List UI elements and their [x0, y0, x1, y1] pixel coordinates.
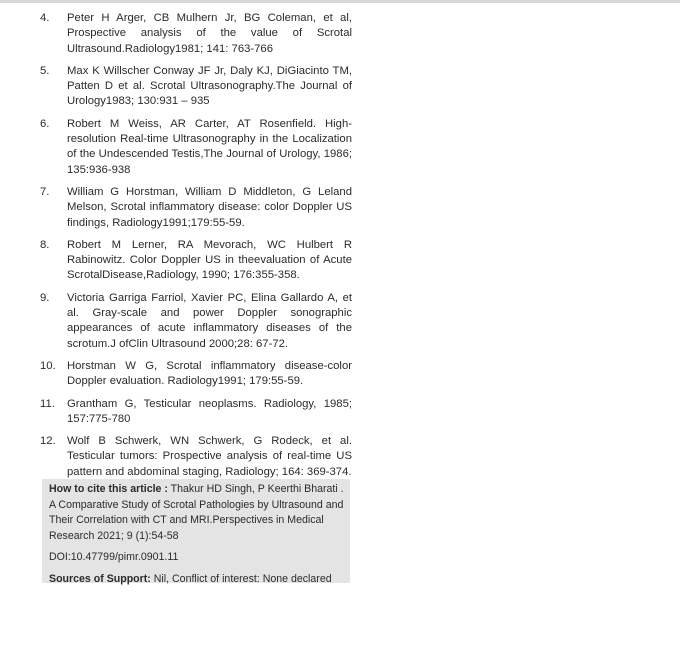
reference-number: 6. — [40, 117, 50, 130]
reference-text: Wolf B Schwerk, WN Schwerk, G Rodeck, et al. Testicular tumors: Prospective analysis of real-time US pattern and abdominal staging, Radiology; 164: 369-374. — [67, 435, 352, 478]
reference-item — [40, 434, 352, 480]
reference-text: Horstman W G, Scrotal inflammatory disease-color Doppler evaluation. Radiology1991; 179:55-59. — [67, 359, 352, 388]
reference-text: Grantham G, Testicular neoplasms. Radiology, 1985; 157:775-780 — [67, 397, 352, 425]
reference-text: Peter H Arger, CB Mulhern Jr, BG Coleman, et al, Prospective analysis of the value of Scrotal Ultrasound.Radiology1981; 141: 763-766 — [67, 12, 352, 55]
reference-text: Max K Willscher Conway JF Jr, Daly KJ, DiGiacinto TM, Patten D et al. Scrotal Ultrasonography.The Journal of Urology1983; 130:931 – 935 — [67, 64, 352, 108]
reference-number: 12. — [40, 435, 56, 448]
doi-line: DOI:10.47799/pimr.0901.11 — [49, 551, 179, 564]
citation-paragraph — [49, 482, 344, 544]
citation-label: How to cite this article : — [49, 483, 168, 495]
support-label: Sources of Support: — [49, 572, 151, 585]
reference-text: Victoria Garriga Farriol, Xavier PC, Elina Gallardo A, et al. Gray-scale and power Doppler sonographic appearances of acute inflammatory diseases of the scrotum.J ofClin Ultrasound 2000;28: 67-72. — [67, 291, 352, 350]
reference-number: 5. — [40, 64, 50, 77]
support-line — [49, 572, 344, 588]
reference-item — [40, 185, 352, 231]
citation-text: Thakur HD Singh, P Keerthi Bharati . A Comparative Study of Scrotal Pathologies by Ultrasound and Their Correlation with CT and MRI.Perspectives in Medical Research 2021; 9 (1):54-58 — [49, 483, 344, 542]
reference-number: 10. — [40, 359, 56, 372]
reference-number: 8. — [40, 238, 50, 251]
top-divider — [0, 0, 680, 3]
reference-text: Robert M Weiss, AR Carter, AT Rosenfield. High-resolution Real-time Ultrasonography in the Localization of the Undescended Testis,The Journal of Urology, 1986; 135:936-938 — [67, 117, 352, 176]
reference-item — [40, 359, 352, 390]
citation-box — [42, 479, 350, 583]
reference-item — [40, 117, 352, 178]
reference-number: 9. — [40, 291, 50, 304]
reference-item — [40, 11, 352, 57]
reference-number: 4. — [40, 12, 50, 24]
reference-item — [40, 64, 352, 110]
reference-list — [40, 11, 352, 487]
reference-number: 7. — [40, 185, 50, 198]
reference-text: Robert M Lerner, RA Mevorach, WC Hulbert R Rabinowitz. Color Doppler US in theevaluation of Acute ScrotalDisease,Radiology, 1990; 176:355-358. — [67, 238, 352, 282]
reference-item — [40, 397, 352, 428]
reference-number: 11. — [40, 397, 55, 410]
reference-text: William G Horstman, William D Middleton, G Leland Melson, Scrotal inflammatory disease: color Doppler US findings, Radiology1991;179:55-59. — [67, 185, 352, 229]
reference-item — [40, 238, 352, 284]
support-text: Nil, Conflict of interest: None declared — [153, 572, 332, 585]
reference-item — [40, 291, 352, 352]
